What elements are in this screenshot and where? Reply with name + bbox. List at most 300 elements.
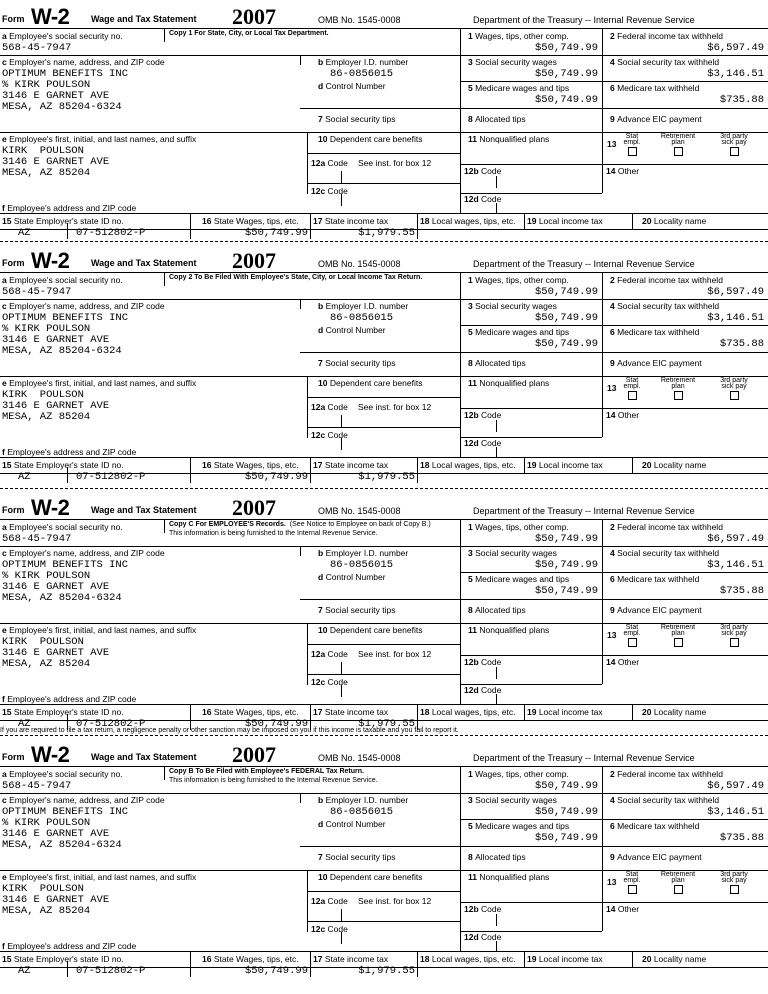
box-16-label-text: State Wages, tips, etc. — [213, 216, 299, 226]
box-e-label — [2, 872, 196, 882]
box-a-label-text: Employee's social security no. — [9, 31, 123, 41]
rule-line — [602, 272, 603, 376]
box-3-label-text: Social security wages — [475, 795, 557, 805]
copy-note: (See Notice to Employee on back of Copy B.) — [289, 521, 431, 528]
box-7-label — [318, 852, 395, 862]
box-14-label-number: 14 — [606, 904, 618, 914]
box-d-label — [318, 819, 386, 829]
box-19-label-text: Local income tax — [538, 216, 603, 226]
box-d-label-number: d — [318, 819, 326, 829]
box-12b-label-text: Code — [481, 166, 502, 176]
box-12a-label-number: 12a — [311, 896, 328, 906]
form-year: 2007 — [232, 4, 276, 29]
box-15-label — [2, 707, 124, 717]
box-19-label-text: Local income tax — [538, 954, 603, 964]
rule-line — [307, 183, 460, 184]
box-13-number: 13 — [607, 877, 617, 887]
ss-wages-value: $50,749.99 — [534, 312, 598, 324]
box-4-label-text: Social security tax withheld — [617, 795, 720, 805]
retirement-label-1: Retirement — [660, 377, 696, 384]
box-16-label-text: State Wages, tips, etc. — [213, 707, 299, 717]
box-d-label — [318, 81, 386, 91]
fed-tax-value: $6,597.49 — [707, 42, 764, 54]
rule-line — [0, 213, 768, 214]
box-2-label — [610, 275, 723, 285]
form-id: W-2 — [31, 495, 70, 520]
box-f-label-number: f — [2, 203, 8, 213]
box-12b-label-number: 12b — [464, 904, 482, 914]
box-e-label-text: Employee's first, initial, and last names, and suffix — [9, 378, 197, 388]
rule-line — [341, 662, 342, 674]
form-word: Form — [2, 14, 25, 24]
box-11-label-text: Nonqualified plans — [479, 625, 550, 635]
box-12c-label — [311, 677, 348, 687]
employer-line: % KIRK POULSON — [2, 817, 91, 829]
box-14-label-number: 14 — [606, 166, 618, 176]
box-d-label-number: d — [318, 572, 326, 582]
box-1-label — [468, 522, 569, 532]
medicare-wages-value: $50,749.99 — [534, 585, 598, 597]
box-3-label-number: 3 — [468, 57, 476, 67]
box-5-label-number: 5 — [468, 83, 476, 93]
third-party-label-2: sick pay — [721, 383, 747, 390]
rule-line — [524, 457, 525, 473]
box-8-label — [468, 852, 526, 862]
box-11-label — [468, 378, 549, 388]
employee-line: MESA, AZ 85204 — [2, 411, 91, 423]
box-7-label-text: Social security tips — [325, 852, 396, 862]
medicare-wages-value: $50,749.99 — [534, 832, 598, 844]
box-f-label-text: Employee's address and ZIP code — [7, 447, 137, 457]
form-word: Form — [2, 505, 25, 515]
state-id-value: 07-512802-P — [76, 471, 146, 483]
ss-wages-value: $50,749.99 — [534, 806, 598, 818]
rule-line — [417, 951, 418, 977]
box-7-label — [318, 114, 395, 124]
box-e-label-text: Employee's first, initial, and last names, and suffix — [9, 134, 197, 144]
box-12b-label — [464, 904, 501, 914]
box-5-label — [468, 821, 569, 831]
box-7-label — [318, 605, 395, 615]
box-5-label-number: 5 — [468, 821, 476, 831]
state-tax-value: $1,979.55 — [358, 718, 415, 730]
box-9-label-number: 9 — [610, 358, 618, 368]
box-14-label-text: Other — [617, 904, 640, 914]
box-a-label-number: a — [2, 522, 10, 532]
box-f-label-number: f — [2, 447, 8, 457]
box-10-label-number: 10 — [318, 872, 330, 882]
box-5-label-number: 5 — [468, 574, 476, 584]
box-a-label — [2, 769, 123, 779]
third-party-label-1: 3rd party — [720, 133, 748, 140]
rule-line — [310, 457, 311, 483]
fed-tax-value: $6,597.49 — [707, 286, 764, 298]
box-12c-label-text: Code — [327, 924, 348, 934]
box-6-label-text: Medicare tax withheld — [617, 574, 700, 584]
retirement-label-2: plan — [671, 383, 685, 390]
box-2-label — [610, 31, 723, 41]
employer-line: MESA, AZ 85204-6324 — [2, 839, 122, 851]
ss-wages-value: $50,749.99 — [534, 68, 598, 80]
box-2-label-number: 2 — [610, 769, 618, 779]
third-party-label-1: 3rd party — [720, 871, 748, 878]
employer-line: OPTIMUM BENEFITS INC — [2, 559, 129, 571]
rule-line — [341, 415, 342, 427]
employee-line: KIRK POULSON — [2, 883, 84, 895]
box-12d-label-text: Code — [481, 685, 502, 695]
employee-line: 3146 E GARNET AVE — [2, 156, 110, 168]
box-5-label — [468, 83, 569, 93]
box-12a-label-number: 12a — [311, 649, 328, 659]
rule-line — [307, 132, 308, 194]
box-12c-label-text: Code — [327, 677, 348, 687]
box-2-label-text: Federal income tax withheld — [617, 275, 723, 285]
box-11-label-number: 11 — [468, 134, 480, 144]
rule-line — [0, 951, 768, 952]
state-wages-value: $50,749.99 — [244, 227, 308, 239]
box-12d-label-number: 12d — [464, 438, 482, 448]
box-e-label — [2, 625, 196, 635]
box-12a-label-number: 12a — [311, 402, 328, 412]
state-value: AZ — [18, 471, 31, 483]
box-14-label — [606, 904, 639, 914]
box-e-label-number: e — [2, 872, 10, 882]
box-f-label — [2, 694, 136, 704]
box-2-label-text: Federal income tax withheld — [617, 31, 723, 41]
form-title: Wage and Tax Statement — [91, 258, 197, 268]
state-value: AZ — [18, 718, 31, 730]
box-12a-label — [311, 649, 348, 659]
retirement-plan-checkbox — [674, 885, 683, 894]
box-13-number: 13 — [607, 630, 617, 640]
box-11-label — [468, 134, 549, 144]
box-1-label-number: 1 — [468, 522, 476, 532]
box-6-label-number: 6 — [610, 83, 618, 93]
box-f-label-text: Employee's address and ZIP code — [7, 941, 137, 951]
rule-line — [602, 902, 603, 931]
box-15-label — [2, 954, 124, 964]
rule-line — [307, 397, 460, 398]
copy-name — [169, 29, 333, 38]
box-7-label — [318, 358, 395, 368]
box-18-label-number: 18 — [420, 216, 432, 226]
box-2-label — [610, 522, 723, 532]
box-17-label — [313, 216, 388, 226]
box-3-label-text: Social security wages — [475, 301, 557, 311]
rule-line — [460, 902, 768, 903]
box-9-label-text: Advance EIC payment — [617, 358, 702, 368]
box-b-label-number: b — [318, 795, 326, 805]
box-4-label-text: Social security tax withheld — [617, 301, 720, 311]
rule-line — [460, 108, 768, 109]
box-b-label — [318, 795, 408, 805]
box-12a-note: See inst. for box 12 — [358, 649, 432, 659]
box-a-label-number: a — [2, 769, 10, 779]
rule-line — [300, 108, 460, 109]
box-10-label-number: 10 — [318, 134, 330, 144]
rule-line — [632, 951, 633, 967]
box-20-label — [642, 954, 706, 964]
rule-line — [496, 914, 497, 926]
box-9-label — [610, 852, 702, 862]
box-6-label — [610, 83, 699, 93]
rule-line — [341, 194, 342, 206]
box-13-number: 13 — [607, 139, 617, 149]
rule-line — [496, 447, 497, 457]
retirement-label-1: Retirement — [660, 133, 696, 140]
employer-line: 3146 E GARNET AVE — [2, 581, 110, 593]
w2-copy-1 — [0, 0, 768, 244]
rule-line — [300, 599, 460, 600]
box-e-label — [2, 378, 196, 388]
rule-line — [460, 352, 768, 353]
third-party-label-2: sick pay — [721, 139, 747, 146]
box-18-label — [420, 216, 515, 226]
fed-tax-value: $6,597.49 — [707, 533, 764, 545]
box-20-label — [642, 707, 706, 717]
box-5-label-number: 5 — [468, 327, 476, 337]
copy-name-text: Copy C For EMPLOYEE'S Records. — [169, 521, 286, 528]
box-1-label — [468, 769, 569, 779]
retirement-plan-checkbox — [674, 391, 683, 400]
box-e-label-text: Employee's first, initial, and last names, and suffix — [9, 625, 197, 635]
box-2-label — [610, 769, 723, 779]
box-7-label-number: 7 — [318, 852, 326, 862]
box-12a-note: See inst. for box 12 — [358, 896, 432, 906]
omb-number: OMB No. 1545-0008 — [318, 15, 401, 25]
stat-label-2: empl. — [623, 383, 641, 390]
box-8-label-number: 8 — [468, 605, 476, 615]
rule-line — [417, 213, 418, 239]
rule-line — [632, 457, 633, 473]
rule-line — [164, 519, 165, 533]
state-value: AZ — [18, 227, 31, 239]
box-12c-label-number: 12c — [311, 924, 328, 934]
box-12a-label-text: Code — [327, 158, 348, 168]
box-16-label-number: 16 — [202, 460, 214, 470]
box-12d-label-number: 12d — [464, 932, 482, 942]
department: Department of the Treasury -- Internal Revenue Service — [473, 506, 695, 516]
box-8-label-number: 8 — [468, 852, 476, 862]
statutory-employee-checkbox — [628, 391, 637, 400]
box-19-label — [527, 954, 603, 964]
statutory-employee-checkbox — [628, 147, 637, 156]
retirement-label-2: plan — [671, 139, 685, 146]
rule-line — [460, 599, 768, 600]
employer-line: MESA, AZ 85204-6324 — [2, 592, 122, 604]
rule-line — [307, 623, 308, 685]
box-6-label-text: Medicare tax withheld — [617, 327, 700, 337]
box-18-label-text: Local wages, tips, etc. — [431, 460, 516, 470]
box-19-label — [527, 460, 603, 470]
box-12c-label-number: 12c — [311, 430, 328, 440]
form-year: 2007 — [232, 742, 276, 767]
rule-line — [460, 655, 768, 656]
employee-line: 3146 E GARNET AVE — [2, 400, 110, 412]
rule-line — [460, 819, 768, 820]
box-2-label-number: 2 — [610, 275, 618, 285]
ss-tax-value: $3,146.51 — [707, 68, 764, 80]
state-id-value: 07-512802-P — [76, 227, 146, 239]
box-1-label-number: 1 — [468, 275, 476, 285]
box-20-label-text: Locality name — [653, 707, 707, 717]
box-12b-label — [464, 410, 501, 420]
box-5-label-text: Medicare wages and tips — [475, 574, 570, 584]
copy-note-2: This information is being furnished to the Internal Revenue Service. — [169, 530, 378, 537]
cut-line — [0, 735, 768, 736]
box-19-label — [527, 216, 603, 226]
box-c-label-text: Employer's name, address, and ZIP code — [9, 548, 165, 558]
box-10-label-number: 10 — [318, 625, 330, 635]
box-7-label-number: 7 — [318, 358, 326, 368]
box-c-label-text: Employer's name, address, and ZIP code — [9, 57, 165, 67]
box-12c-label-number: 12c — [311, 677, 328, 687]
rule-line — [460, 164, 768, 165]
box-7-label-number: 7 — [318, 114, 326, 124]
employer-line: 3146 E GARNET AVE — [2, 90, 110, 102]
rule-line — [300, 846, 460, 847]
form-title: Wage and Tax Statement — [91, 505, 197, 515]
rule-line — [460, 793, 768, 794]
box-d-label-text: Control Number — [325, 572, 386, 582]
box-17-label-text: State income tax — [324, 460, 389, 470]
rule-line — [300, 793, 301, 803]
box-12b-label — [464, 166, 501, 176]
rule-line — [300, 546, 301, 556]
box-14-label-number: 14 — [606, 657, 618, 667]
rule-line — [164, 28, 165, 42]
copy-note-2: This information is being furnished to the Internal Revenue Service. — [169, 777, 378, 784]
wages-value: $50,749.99 — [534, 42, 598, 54]
employer-line: OPTIMUM BENEFITS INC — [2, 806, 129, 818]
box-1-label — [468, 31, 569, 41]
box-12b-label-number: 12b — [464, 410, 482, 420]
box-b-label — [318, 57, 408, 67]
employee-line: MESA, AZ 85204 — [2, 167, 91, 179]
box-8-label — [468, 114, 526, 124]
rule-line — [602, 766, 603, 870]
rule-line — [300, 55, 301, 65]
box-d-label-text: Control Number — [325, 325, 386, 335]
box-4-label — [610, 795, 719, 805]
box-9-label-number: 9 — [610, 605, 618, 615]
stat-label-1: Stat — [625, 133, 639, 140]
copy-name — [169, 273, 426, 282]
box-a-label — [2, 275, 123, 285]
box-16-label-number: 16 — [202, 707, 214, 717]
box-f-label-text: Employee's address and ZIP code — [7, 203, 137, 213]
copy-name-text: Copy 1 For State, City, or Local Tax Department. — [169, 30, 329, 37]
third-party-label-2: sick pay — [721, 630, 747, 637]
copy-name-text: Copy 2 To Be Filed With Employee's State, City, or Local Income Tax Return. — [169, 274, 423, 281]
box-19-label-number: 19 — [527, 460, 539, 470]
box-10-label-text: Dependent care benefits — [329, 378, 423, 388]
box-f-label — [2, 203, 136, 213]
box-a-label-number: a — [2, 275, 10, 285]
rule-line — [0, 870, 460, 871]
box-d-label-text: Control Number — [325, 81, 386, 91]
box-12c-label — [311, 186, 348, 196]
box-16-label-number: 16 — [202, 216, 214, 226]
box-4-label-number: 4 — [610, 57, 618, 67]
box-3-label-number: 3 — [468, 548, 476, 558]
ein-value: 86-0856015 — [330, 559, 394, 571]
employee-line: MESA, AZ 85204 — [2, 905, 91, 917]
box-12c-label-text: Code — [327, 430, 348, 440]
box-12c-label-number: 12c — [311, 186, 328, 196]
rule-line — [602, 408, 603, 437]
box-6-label — [610, 821, 699, 831]
rule-line — [602, 519, 603, 623]
box-17-label-text: State income tax — [324, 707, 389, 717]
box-12c-label — [311, 430, 348, 440]
ein-value: 86-0856015 — [330, 68, 394, 80]
box-12a-label — [311, 402, 348, 412]
ss-tax-value: $3,146.51 — [707, 312, 764, 324]
box-c-label — [2, 301, 165, 311]
box-11-label — [468, 625, 549, 635]
box-a-label-text: Employee's social security no. — [9, 522, 123, 532]
box-15-label — [2, 216, 124, 226]
box-11-label — [468, 872, 549, 882]
box-18-label — [420, 954, 515, 964]
rule-line — [0, 793, 460, 794]
box-2-label-number: 2 — [610, 31, 618, 41]
box-4-label-text: Social security tax withheld — [617, 57, 720, 67]
box-c-label — [2, 795, 165, 805]
rule-line — [460, 325, 768, 326]
penalty-warning: If you are required to file a tax return, a negligence penalty or other sanction may be imposed on you if this income is taxable and you fail to report it. — [0, 727, 459, 734]
box-14-label — [606, 410, 639, 420]
box-12a-note: See inst. for box 12 — [358, 158, 432, 168]
box-c-label — [2, 57, 165, 67]
rule-line — [0, 457, 768, 458]
box-c-label-number: c — [2, 795, 10, 805]
box-18-label-text: Local wages, tips, etc. — [431, 954, 516, 964]
omb-number: OMB No. 1545-0008 — [318, 259, 401, 269]
rule-line — [307, 674, 460, 675]
box-10-label-text: Dependent care benefits — [329, 134, 423, 144]
box-20-label-number: 20 — [642, 460, 654, 470]
rule-line — [67, 961, 68, 977]
box-14-label-text: Other — [617, 410, 640, 420]
rule-line — [602, 28, 603, 132]
rule-line — [0, 704, 768, 705]
box-18-label — [420, 707, 515, 717]
stat-label-1: Stat — [625, 377, 639, 384]
box-c-label-number: c — [2, 57, 10, 67]
rule-line — [300, 352, 460, 353]
box-b-label — [318, 548, 408, 558]
box-d-label — [318, 325, 386, 335]
box-17-label — [313, 954, 388, 964]
rule-line — [417, 457, 418, 483]
box-17-label-text: State income tax — [324, 216, 389, 226]
form-year: 2007 — [232, 248, 276, 273]
employee-line: 3146 E GARNET AVE — [2, 894, 110, 906]
rule-line — [164, 766, 165, 780]
box-11-label-text: Nonqualified plans — [479, 378, 550, 388]
w2-copy-2 — [0, 244, 768, 488]
employee-line: KIRK POULSON — [2, 389, 84, 401]
retirement-label-1: Retirement — [660, 871, 696, 878]
box-12d-label-number: 12d — [464, 685, 482, 695]
box-5-label — [468, 574, 569, 584]
box-20-label-text: Locality name — [653, 216, 707, 226]
rule-line — [524, 704, 525, 720]
box-12d-label-text: Code — [481, 932, 502, 942]
box-1-label-number: 1 — [468, 31, 476, 41]
